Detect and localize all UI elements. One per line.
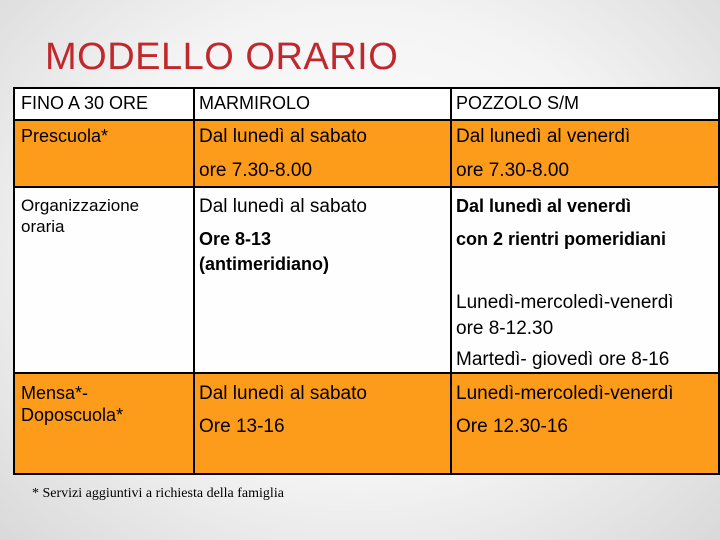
row-label: Prescuola* bbox=[21, 126, 109, 146]
schedule-table bbox=[13, 87, 720, 475]
row-label-cell bbox=[15, 188, 193, 372]
header-cell-marmirolo bbox=[195, 89, 450, 119]
header-cell-hours bbox=[15, 89, 193, 119]
row-label-cell bbox=[15, 121, 193, 186]
header-cell-pozzolo bbox=[452, 89, 718, 119]
page-title: MODELLO ORARIO bbox=[45, 36, 399, 78]
pozzolo-cell bbox=[452, 121, 718, 186]
marmirolo-line: Ore 8-13 bbox=[199, 229, 272, 249]
row-label-cell bbox=[15, 374, 193, 473]
row-label: Organizzazione bbox=[21, 196, 140, 215]
marmirolo-line: Dal lunedì al sabato bbox=[199, 196, 367, 217]
header-marmirolo-label: MARMIROLO bbox=[199, 93, 311, 113]
pozzolo-cell bbox=[452, 374, 718, 473]
pozzolo-cell bbox=[452, 188, 718, 372]
pozzolo-line: Lunedì-mercoledì-venerdì bbox=[456, 292, 674, 313]
marmirolo-cell bbox=[195, 374, 450, 473]
pozzolo-line: ore 7.30-8.00 bbox=[456, 160, 570, 181]
footnote: * Servizi aggiuntivi a richiesta della famiglia bbox=[32, 486, 284, 501]
table-row-mensa bbox=[13, 374, 720, 473]
pozzolo-line: con 2 rientri pomeridiani bbox=[456, 229, 667, 249]
marmirolo-line: ore 7.30-8.00 bbox=[199, 160, 313, 181]
marmirolo-line: (antimeridiano) bbox=[199, 254, 330, 274]
table-header-row bbox=[13, 89, 720, 119]
marmirolo-cell bbox=[195, 121, 450, 186]
header-pozzolo-label: POZZOLO S/M bbox=[456, 93, 580, 113]
pozzolo-line: Dal lunedì al venerdì bbox=[456, 126, 631, 147]
marmirolo-cell bbox=[195, 188, 450, 372]
marmirolo-line: Ore 13-16 bbox=[199, 416, 285, 437]
marmirolo-line: Dal lunedì al sabato bbox=[199, 383, 367, 404]
pozzolo-line: Ore 12.30-16 bbox=[456, 416, 568, 437]
row-label: Doposcuola* bbox=[21, 405, 124, 425]
marmirolo-line: Dal lunedì al sabato bbox=[199, 126, 367, 147]
table-row-prescuola bbox=[13, 121, 720, 186]
pozzolo-line: Dal lunedì al venerdì bbox=[456, 196, 632, 216]
header-hours-label: FINO A 30 ORE bbox=[21, 93, 149, 113]
pozzolo-line: Lunedì-mercoledì-venerdì bbox=[456, 383, 674, 404]
row-label: oraria bbox=[21, 217, 65, 236]
row-label: Mensa*- bbox=[21, 383, 89, 403]
pozzolo-line: Martedì- giovedì ore 8-16 bbox=[456, 349, 670, 370]
pozzolo-line: ore 8-12.30 bbox=[456, 318, 554, 339]
table-row-organizzazione bbox=[13, 188, 720, 372]
